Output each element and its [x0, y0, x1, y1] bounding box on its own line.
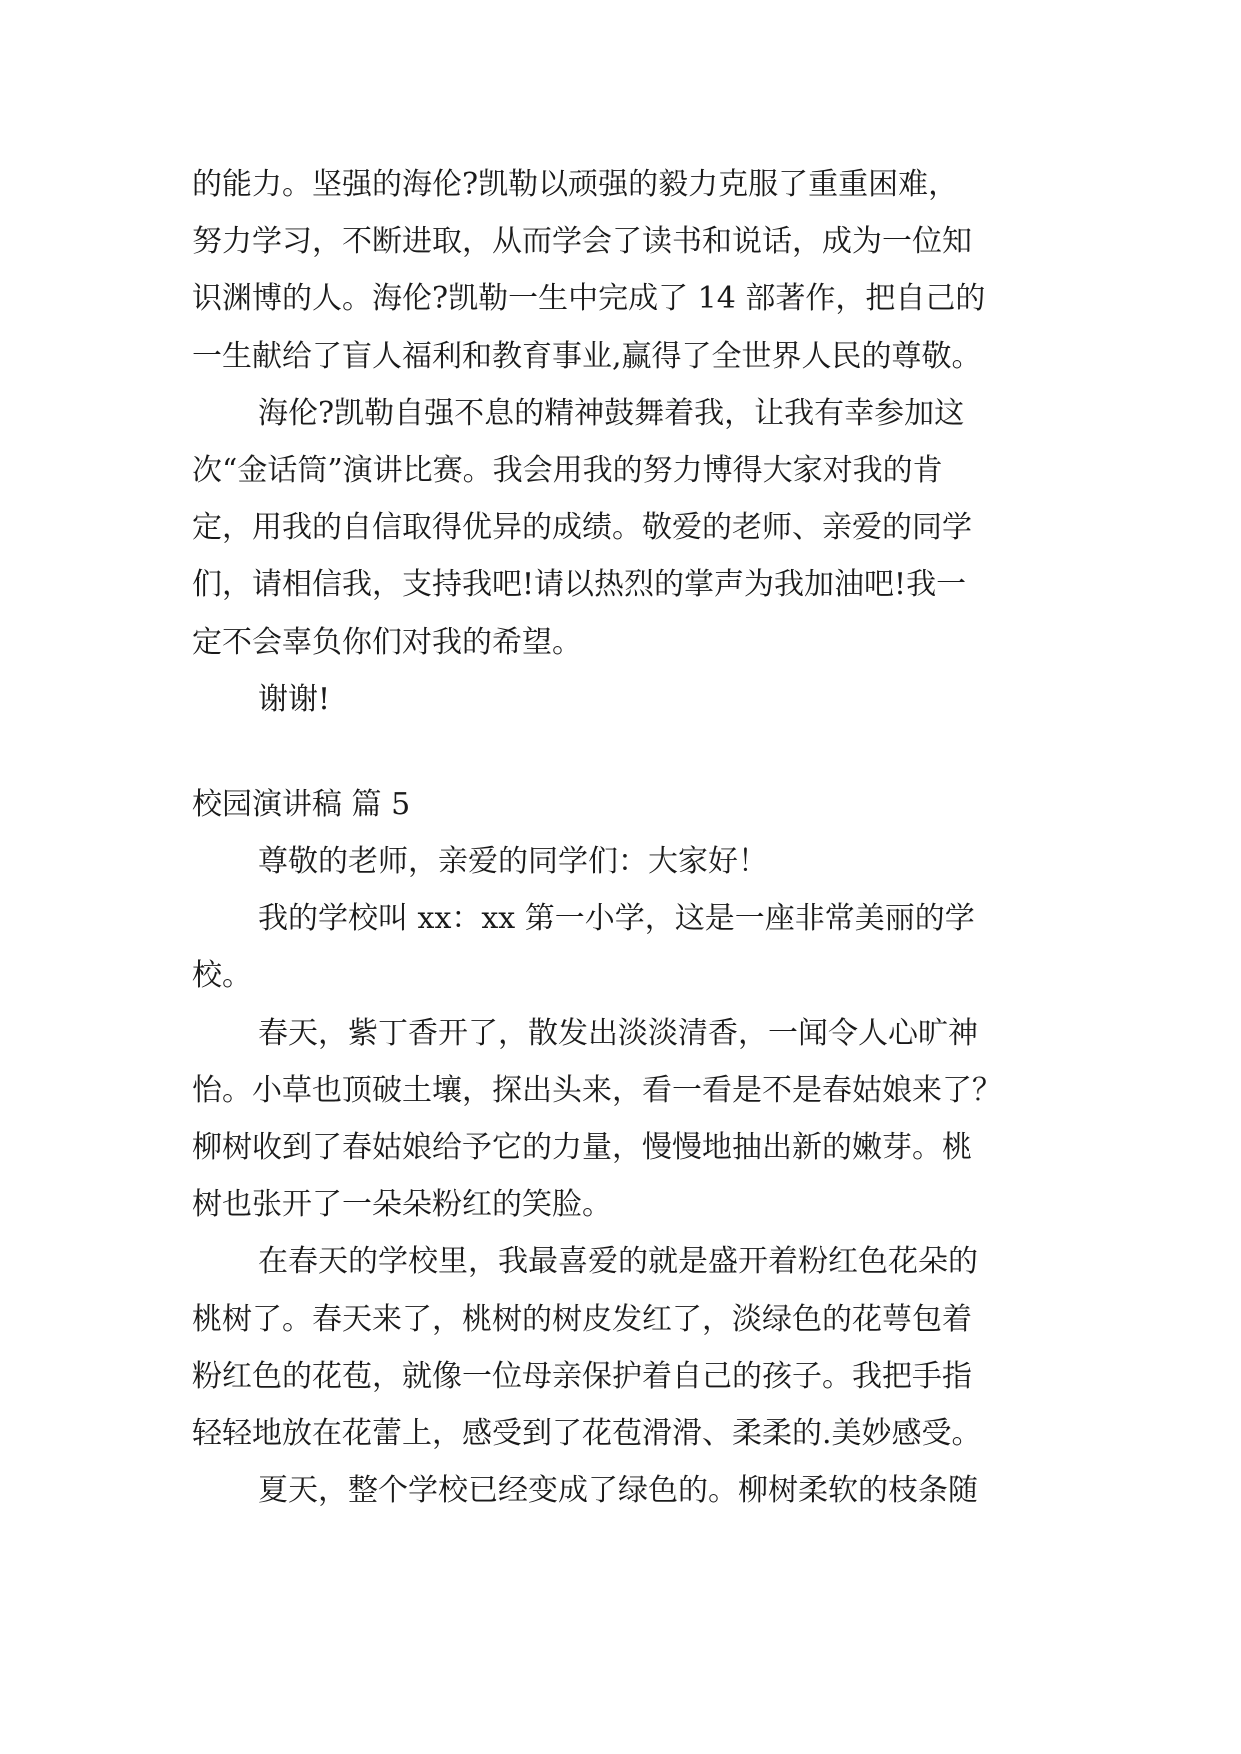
- paragraph-line: 定不会辜负你们对我的希望。: [192, 624, 582, 660]
- paragraph-line: 粉红色的花苞，就像一位母亲保护着自己的孩子。我把手指: [192, 1358, 972, 1394]
- closing-line: 谢谢!: [258, 681, 331, 717]
- section-heading: 校园演讲稿 篇 5: [192, 786, 411, 822]
- paragraph-line: 树也张开了一朵朵粉红的笑脸。: [192, 1187, 612, 1223]
- paragraph-line: 校。: [192, 958, 252, 994]
- paragraph-line: 识渊博的人。海伦?凯勒一生中完成了 14 部著作，把自己的: [192, 281, 986, 317]
- paragraph-line: 海伦?凯勒自强不息的精神鼓舞着我，让我有幸参加这: [258, 395, 965, 431]
- paragraph-line: 桃树了。春天来了，桃树的树皮发红了，淡绿色的花萼包着: [192, 1301, 972, 1337]
- greeting-line: 尊敬的老师，亲爱的同学们：大家好！: [258, 844, 768, 880]
- paragraph-line: 次“金话筒”演讲比赛。我会用我的努力博得大家对我的肯: [192, 452, 943, 488]
- paragraph-line: 夏天，整个学校已经变成了绿色的。柳树柔软的枝条随: [258, 1473, 978, 1509]
- document-body: [192, 156, 1062, 1519]
- paragraph-line: 柳树收到了春姑娘给予它的力量，慢慢地抽出新的嫩芽。桃: [192, 1130, 972, 1165]
- paragraph-line: 怡。小草也顶破土壤，探出头来，看一看是不是春姑娘来了？: [192, 1072, 1002, 1108]
- paragraph-line: 一生献给了盲人福利和教育事业,赢得了全世界人民的尊敬。: [192, 338, 982, 374]
- paragraph-line: 努力学习，不断进取，从而学会了读书和说话，成为一位知: [192, 224, 972, 260]
- paragraph-line: 春天，紫丁香开了，散发出淡淡清香，一闻令人心旷神: [258, 1015, 978, 1051]
- paragraph-line: 们，请相信我，支持我吧!请以热烈的掌声为我加油吧!我一: [192, 567, 967, 603]
- paragraph-line: 定，用我的自信取得优异的成绩。敬爱的老师、亲爱的同学: [192, 510, 972, 546]
- paragraph-line: 的能力。坚强的海伦?凯勒以顽强的毅力克服了重重困难，: [192, 167, 959, 202]
- paragraph-line: 轻轻地放在花蕾上，感受到了花苞滑滑、柔柔的.美妙感受。: [192, 1415, 982, 1451]
- paragraph-line: 我的学校叫 xx：xx 第一小学，这是一座非常美丽的学: [258, 901, 975, 937]
- section-spacer: [192, 728, 1062, 776]
- paragraph-line: 在春天的学校里，我最喜爱的就是盛开着粉红色花朵的: [258, 1244, 978, 1280]
